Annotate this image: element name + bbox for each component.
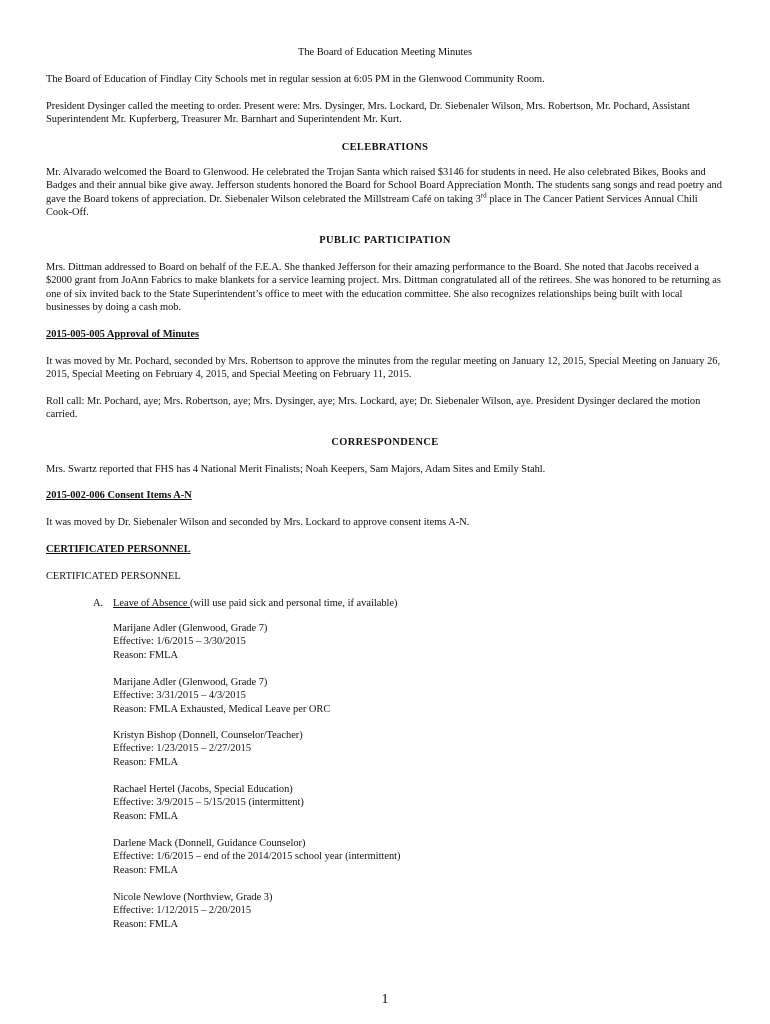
leave-entry: [113, 729, 303, 769]
consent-paragraph: It was moved by Dr. Siebenaler Wilson and seconded by Mrs. Lockard to approve consent items A-N.: [46, 517, 470, 528]
leave-entry: [113, 622, 267, 662]
leave-entry: [113, 676, 330, 716]
item-letter: A.: [93, 598, 104, 609]
opening-paragraph: The Board of Education of Findlay City Schools met in regular session at 6:05 PM in the Glenwood Community Room.: [46, 74, 545, 85]
celebrations-text-end: place in The Cancer Patient Services Annual Chili Cook-Off.: [46, 193, 698, 219]
leave-entry: [113, 891, 272, 931]
entry-reason: Reason: FMLA: [113, 918, 178, 930]
approval-heading: 2015-005-005 Approval of Minutes: [46, 329, 200, 340]
public-participation-paragraph: Mrs. Dittman addressed to Board on behalf of the F.E.A. She thanked Jefferson for their amazing performance to the Board. She noted that Jacobs received a $2000 grant from JoAnn Fabrics to make blankets for a service learning project. Mrs. Dittman congratulated all of the retirees. She was honored to be returning as one of six invited back to the State Superintendent’s office to meet with the education committee. She also recognizes relationships being built with local businesses by doing a cash mob.: [46, 262, 721, 314]
correspondence-heading: CORRESPONDENCE: [331, 437, 439, 448]
entry-name: Rachael Hertel (Jacobs, Special Education): [113, 784, 293, 795]
ordinal-suffix: rd: [480, 191, 487, 200]
public-participation-heading: PUBLIC PARTICIPATION: [319, 235, 451, 246]
page-number: 1: [381, 992, 389, 1007]
approval-motion: It was moved by Mr. Pochard, seconded by Mrs. Robertson to approve the minutes from the regular meeting on January 12, 2015, Special Meeting on January 26, 2015, Special Meeting on February 4, 2015, and Special Meeting on February 11, 2015.: [46, 356, 721, 381]
item-note: (will use paid sick and personal time, if available): [190, 598, 398, 609]
leave-entry: [113, 783, 304, 823]
celebrations-paragraph: [46, 166, 726, 220]
consent-heading: 2015-002-006 Consent Items A-N: [46, 490, 192, 501]
entry-reason: Reason: FMLA: [113, 756, 178, 768]
entry-effective: Effective: 3/31/2015 – 4/3/2015: [113, 690, 246, 702]
entry-reason: Reason: FMLA Exhausted, Medical Leave per ORC: [113, 703, 331, 715]
entry-effective: Effective: 3/9/2015 – 5/15/2015 (intermittent): [113, 797, 304, 809]
entry-reason: Reason: FMLA: [113, 810, 178, 822]
entry-effective: Effective: 1/6/2015 – end of the 2014/2015 school year (intermittent): [113, 851, 401, 863]
leave-entry: [113, 837, 401, 877]
entry-reason: Reason: FMLA: [113, 864, 178, 876]
document-title: The Board of Education Meeting Minutes: [297, 47, 472, 58]
certificated-subheading: CERTIFICATED PERSONNEL: [46, 571, 181, 582]
entry-reason: Reason: FMLA: [113, 649, 178, 661]
item-title: Leave of Absence: [113, 598, 191, 609]
entry-name: Kristyn Bishop (Donnell, Counselor/Teacher): [113, 730, 303, 741]
entry-effective: Effective: 1/23/2015 – 2/27/2015: [113, 743, 252, 755]
celebrations-text: Mr. Alvarado welcomed the Board to Glenwood. He celebrated the Trojan Santa which raised $3146 for students in need. He also celebrated Bikes, Books and Badges and their annual bike give away. Jefferson students honored the Board for School Board Appreciation Month. The students sang songs and read poetry and gave the Board tokens of appreciation. Dr. Siebenaler Wilson celebrated the Millstream Café on taking 3: [46, 167, 722, 205]
roll-call: Roll call: Mr. Pochard, aye; Mrs. Robertson, aye; Mrs. Dysinger, aye; Mrs. Lockard, aye; Dr. Siebenaler Wilson, aye. President Dysinger declared the motion carried.: [46, 396, 701, 421]
entry-name: Darlene Mack (Donnell, Guidance Counselor): [113, 838, 306, 849]
entry-effective: Effective: 1/12/2015 – 2/20/2015: [113, 905, 252, 917]
entry-name: Marijane Adler (Glenwood, Grade 7): [113, 623, 268, 634]
correspondence-paragraph: Mrs. Swartz reported that FHS has 4 National Merit Finalists; Noah Keepers, Sam Majors, Adam Sites and Emily Stahl.: [46, 464, 546, 475]
entry-effective: Effective: 1/6/2015 – 3/30/2015: [113, 636, 246, 648]
leave-of-absence-item: [93, 597, 398, 610]
certificated-heading: CERTIFICATED PERSONNEL: [46, 544, 191, 555]
entry-name: Marijane Adler (Glenwood, Grade 7): [113, 677, 268, 688]
celebrations-heading: CELEBRATIONS: [341, 142, 429, 153]
attendance-paragraph: President Dysinger called the meeting to order. Present were: Mrs. Dysinger, Mrs. Lockard, Dr. Siebenaler Wilson, Mrs. Robertson, Mr. Pochard, Assistant Superintendent Mr. Kupferberg, Treasurer Mr. Barnhart and Superintendent Mr. Kurt.: [46, 101, 690, 126]
entry-name: Nicole Newlove (Northview, Grade 3): [113, 892, 273, 903]
